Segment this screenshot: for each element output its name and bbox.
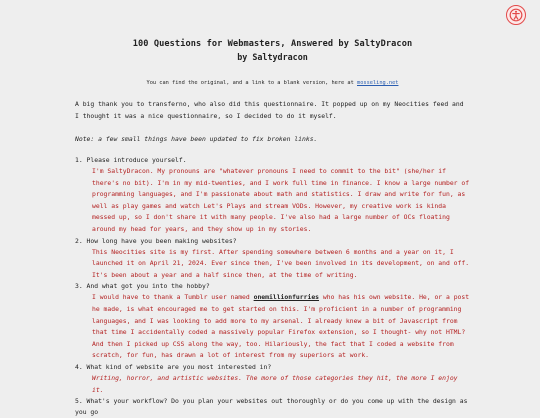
page-content: [75, 0, 470, 418]
answer-text: [75, 292, 470, 362]
question-text: 2. How long have you been making websites?: [75, 236, 237, 245]
note-paragraph: Note: a few small things have been updated to fix broken links.: [75, 135, 318, 143]
page-title: 100 Questions for Webmasters, Answered by SaltyDracon: [132, 39, 413, 49]
question-text: 1. Please introduce yourself.: [75, 156, 187, 164]
list-item: [75, 236, 470, 282]
question-list: [75, 155, 470, 418]
source-link[interactable]: mosseling.net: [357, 80, 399, 86]
accessibility-button[interactable]: [506, 5, 526, 25]
list-item: [75, 396, 470, 418]
answer-text: This Neocities site is my first. After spending somewhere between 6 months and a year on it, I launched it on April 21, 2024. Ever since then, I've been involved in its development, on and off. It's been about a year and a half since then, at the time of writing.: [92, 247, 470, 279]
answer-text-end: who has his own website. He, or a post he made, is what encouraged me to get started on this. I'm proficient in a number of programming languages, and I was looking to add more to my arsenal. I already knew a bit of Javascript from that time I accidentally coded a massively popular Firefox extension, so I thought- why not HTML? And then I picked up CSS along the way, too. Hilariously, the fact that I coded a website from scratch, for fun, has drawn a lot of interest from my superiors at work.: [92, 293, 470, 360]
answer-text: Writing, horror, and artistic websites. The more of those categories they hit, the more I enjoy it.: [92, 373, 458, 394]
question-text: 5. What's your workflow? Do you plan your websites out thoroughly or do you come up with the design as you go: [75, 397, 468, 417]
list-item: [75, 155, 470, 236]
source-text: You can find the original, and a link to a blank version, here at: [146, 80, 357, 86]
question-text: 3. And what got you into the hobby?: [75, 282, 210, 291]
answer-text-start: I would have to thank a Tumblr user named: [92, 293, 254, 302]
accessibility-icon: [509, 8, 523, 22]
source-line: [75, 79, 470, 87]
intro-paragraph: A big thank you to transferno, who also did this questionnaire. It popped up on my Neocities feed and I thought it was a nice questionnaire, so I decided to do it myself.: [75, 100, 464, 120]
onemillionfurries-link[interactable]: onemillionfurries: [253, 293, 320, 302]
list-item: [75, 281, 470, 362]
page-subtitle: by Saltydracon: [237, 52, 308, 62]
question-text: 4. What kind of website are you most interested in?: [75, 362, 272, 371]
answer-text: I'm SaltyDracon. My pronouns are "whatever pronouns I need to commit to the bit" (she/her if there's no bit). I'm in my mid-twenties, and I work full time in finance. I know a large number of programming languages, and I'm passionate about math and statistics. I draw and write for fun, as well as play games and watch Let's Plays and stream VODs. However, my creative work is kinda messed up, so I don't share it with many people. I've also had a large number of OCs floating around my head for years, and they show up in my stories.: [92, 167, 470, 233]
list-item: [75, 362, 470, 396]
